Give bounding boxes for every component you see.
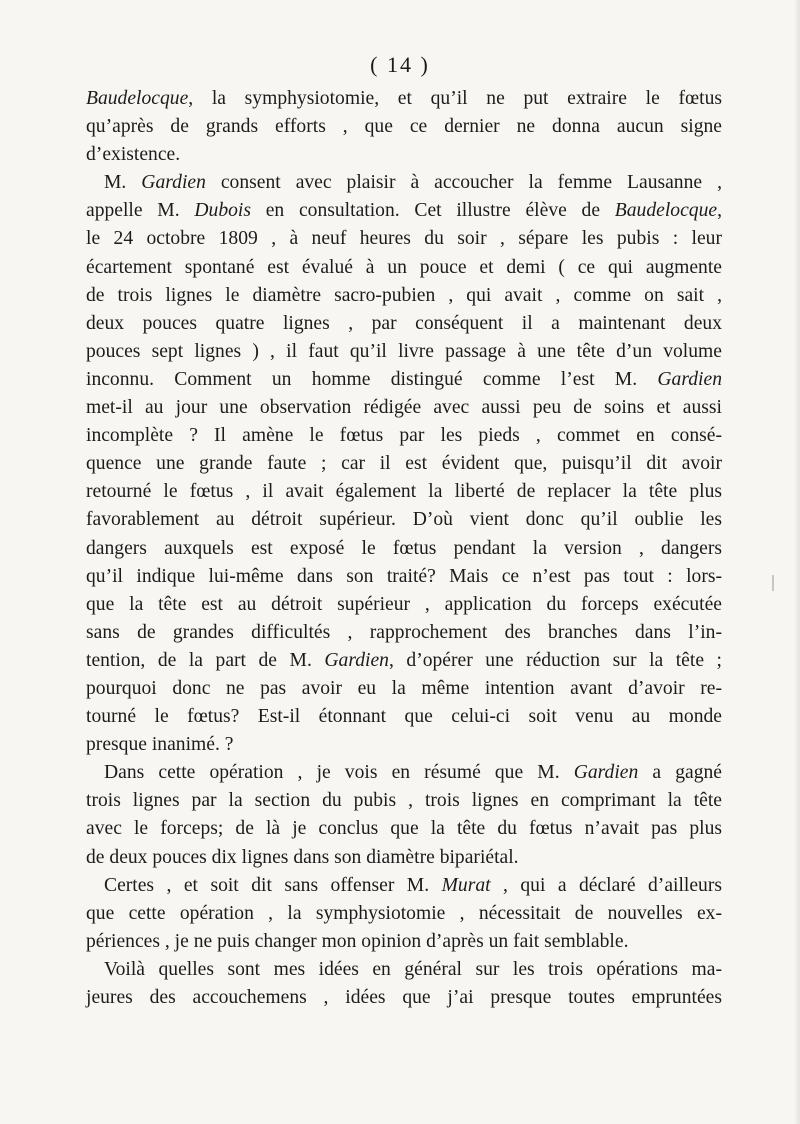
text-line — [86, 394, 722, 422]
text-run: inconnu. Comment un homme distingué comme l’est M. — [86, 368, 658, 390]
text-run: tention, de la part de M. — [86, 649, 325, 671]
text-run: en consultation. Cet illustre élève de — [251, 200, 615, 222]
italic-name: Gardien — [141, 172, 206, 194]
italic-name: Baudelocque — [86, 88, 189, 109]
text-run: pourquoi donc ne pas avoir eu la même intention avant d’avoir re- — [86, 677, 722, 699]
text-run: , — [717, 200, 722, 222]
text-run: M. — [104, 172, 142, 194]
text-run: retourné le fœtus , il avait également la liberté de replacer la tête plus — [86, 481, 722, 503]
text-line — [86, 85, 722, 113]
text-run: favorablement au détroit supérieur. D’où vient donc qu’il oublie les — [86, 509, 722, 531]
text-run: a gagné — [638, 762, 722, 784]
text-run: Certes , et soit dit sans offenser M. — [104, 874, 442, 896]
text-run: , la symphysiotomie, et qu’il ne put extraire le fœtus — [188, 88, 722, 109]
text-line — [86, 928, 722, 956]
text-line — [86, 169, 722, 197]
text-run: , d’opérer une réduction sur la tête ; — [388, 649, 722, 671]
page-number: ( 14 ) — [370, 52, 430, 77]
text-line — [86, 731, 722, 759]
paragraph — [86, 872, 722, 956]
text-line — [86, 591, 722, 619]
text-line — [86, 759, 722, 787]
text-line — [86, 675, 722, 703]
text-line — [86, 647, 722, 675]
text-line — [86, 478, 722, 506]
italic-name: Baudelocque — [614, 200, 718, 222]
italic-name: Gardien — [657, 368, 722, 390]
italic-name: Murat — [441, 874, 491, 896]
text-line — [86, 535, 722, 563]
text-run: que la tête est au détroit supérieur , application du forceps exécutée — [86, 593, 722, 615]
text-line — [86, 422, 722, 450]
text-run: dangers auxquels est exposé le fœtus pendant la version , dangers — [86, 537, 722, 559]
text-line — [86, 506, 722, 534]
text-run: le 24 octobre 1809 , à neuf heures du soir , sépare les pubis : leur — [86, 228, 722, 250]
text-run: qu’il indique lui-même dans son traité? Mais ce n’est pas tout : lors- — [86, 565, 722, 587]
text-line — [86, 366, 722, 394]
text-run: , qui a déclaré d’ailleurs — [490, 874, 722, 896]
text-run: Dans cette opération , je vois en résumé que M. — [104, 762, 574, 784]
text-run: de deux pouces dix lignes dans son diamètre bipariétal. — [86, 846, 519, 868]
text-line — [86, 197, 722, 225]
text-line — [86, 254, 722, 282]
text-run: pouces sept lignes ) , il faut qu’il livre passage à une tête d’un volume — [86, 340, 722, 362]
text-line — [86, 113, 722, 141]
text-line — [86, 872, 722, 900]
text-run: incomplète ? Il amène le fœtus par les pieds , commet en consé- — [86, 425, 722, 447]
text-run: que cette opération , la symphysiotomie , nécessitait de nouvelles ex- — [86, 902, 722, 924]
body-text — [86, 85, 722, 1012]
page-edge-shadow — [794, 0, 800, 1124]
text-run: sans de grandes difficultés , rapprochement des branches dans l’in- — [86, 621, 722, 643]
text-run: trois lignes par la section du pubis , trois lignes en comprimant la tête — [86, 790, 722, 812]
text-run: presque inanimé. ? — [86, 734, 234, 756]
text-run: d’existence. — [86, 144, 181, 166]
italic-name: Gardien — [573, 762, 639, 784]
text-run: met-il au jour une observation rédigée avec aussi peu de soins et aussi — [86, 397, 722, 419]
text-line — [86, 225, 722, 253]
text-line — [86, 282, 722, 310]
text-run: consent avec plaisir à accoucher la femme Lausanne , — [205, 172, 722, 194]
text-run: deux pouces quatre lignes , par conséquent il a maintenant deux — [86, 312, 722, 334]
italic-name: Gardien — [324, 649, 389, 671]
text-run: quence une grande faute ; car il est évident que, puisqu’il dit avoir — [86, 453, 722, 475]
text-line — [86, 450, 722, 478]
italic-name: Dubois — [194, 200, 251, 222]
text-line — [86, 984, 722, 1012]
text-run: Voilà quelles sont mes idées en général sur les trois opérations ma- — [104, 958, 722, 980]
paragraph — [86, 85, 722, 169]
text-run: appelle M. — [86, 200, 195, 222]
text-run: de trois lignes le diamètre sacro-pubien , qui avait , comme on sait , — [86, 284, 722, 306]
text-run: périences , je ne puis changer mon opinion d’après un fait semblable. — [86, 930, 629, 952]
text-run: écartement spontané est évalué à un pouce et demi ( ce qui augmente — [86, 256, 722, 278]
text-line — [86, 844, 722, 872]
text-line — [86, 787, 722, 815]
text-line — [86, 815, 722, 843]
text-line — [86, 703, 722, 731]
text-line — [86, 338, 722, 366]
text-line — [86, 619, 722, 647]
paragraph — [86, 759, 722, 871]
text-run: tourné le fœtus? Est-il étonnant que celui-ci soit venu au monde — [86, 706, 722, 728]
paragraph — [86, 956, 722, 1012]
text-line — [86, 563, 722, 591]
text-run: qu’après de grands efforts , que ce dernier ne donna aucun signe — [86, 116, 722, 138]
margin-mark — [772, 575, 774, 591]
text-line — [86, 310, 722, 338]
text-line — [86, 141, 722, 169]
text-run: avec le forceps; de là je conclus que la tête du fœtus n’avait pas plus — [86, 818, 722, 840]
text-run: jeures des accouchemens , idées que j’ai presque toutes empruntées — [86, 987, 722, 1008]
paragraph — [86, 169, 722, 759]
text-line — [86, 900, 722, 928]
text-line — [86, 956, 722, 984]
